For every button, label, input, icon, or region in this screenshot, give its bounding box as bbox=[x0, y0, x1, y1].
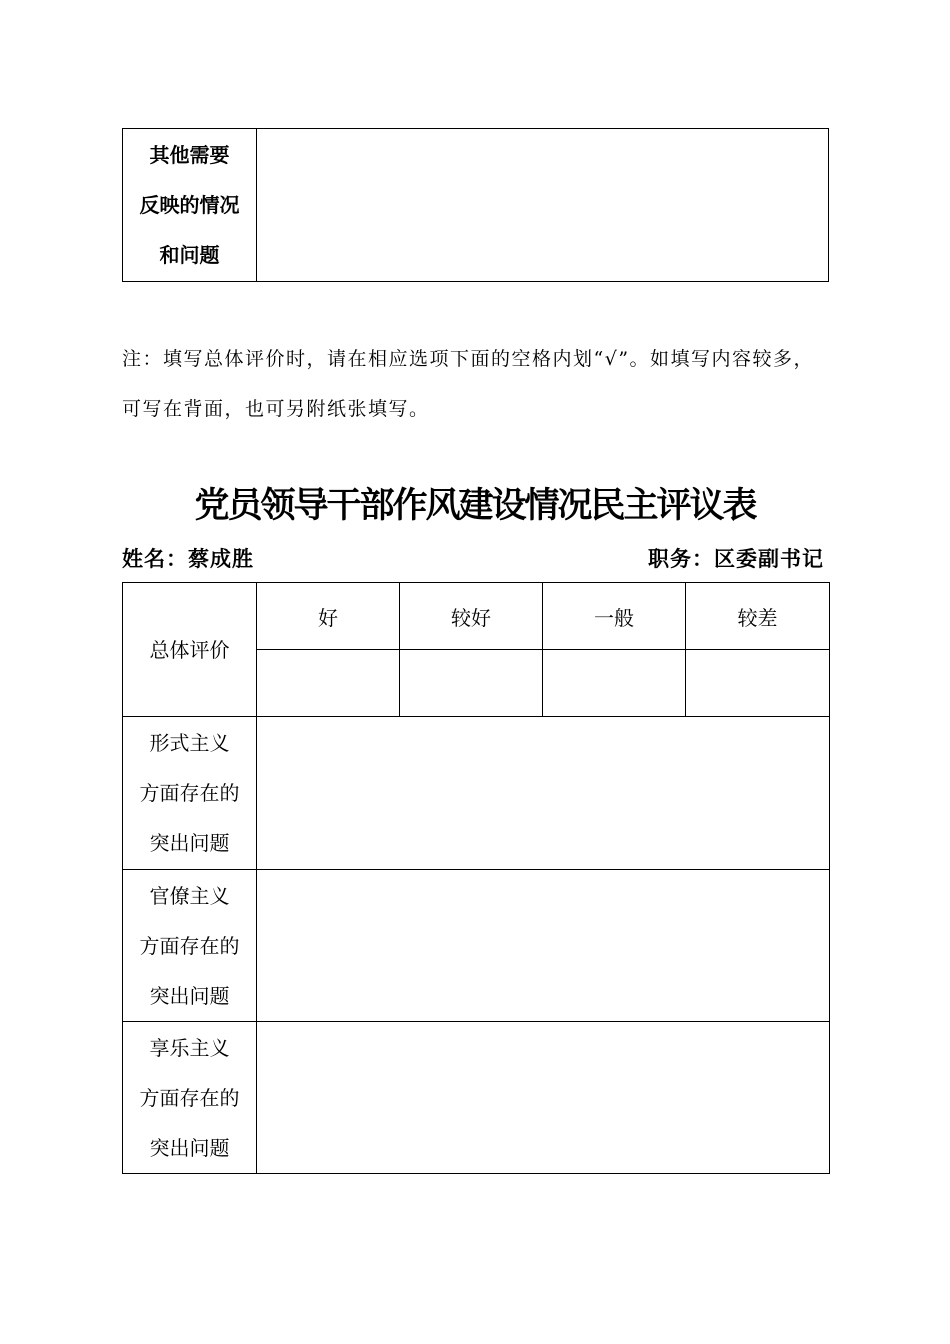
check-fairly-good-cell[interactable] bbox=[400, 650, 543, 717]
hedonism-field[interactable] bbox=[257, 1022, 830, 1174]
bureaucratism-field[interactable] bbox=[257, 870, 830, 1022]
name-line bbox=[122, 543, 254, 573]
label-line: 方面存在的 bbox=[139, 781, 240, 805]
option-fairly-good: 较好 bbox=[400, 583, 543, 650]
bureaucratism-label bbox=[123, 870, 257, 1022]
formalism-label bbox=[123, 717, 257, 870]
label-line: 突出问题 bbox=[149, 983, 230, 1008]
label-line: 突出问题 bbox=[149, 1135, 230, 1160]
label-line: 突出问题 bbox=[149, 831, 230, 855]
label-line: 形式主义 bbox=[149, 731, 230, 755]
other-issues-label bbox=[123, 129, 257, 282]
label-line: 和问题 bbox=[159, 243, 220, 267]
name-value: 蔡成胜 bbox=[188, 546, 254, 571]
check-poor-cell[interactable] bbox=[686, 650, 830, 717]
position-value: 区委副书记 bbox=[714, 546, 824, 571]
option-poor: 较差 bbox=[686, 583, 830, 650]
position-label: 职务： bbox=[648, 546, 714, 571]
label-line: 方面存在的 bbox=[139, 933, 240, 958]
option-average: 一般 bbox=[543, 583, 686, 650]
name-label: 姓名： bbox=[122, 546, 188, 571]
overall-label: 总体评价 bbox=[123, 583, 257, 717]
evaluation-table bbox=[122, 582, 830, 1174]
formalism-field[interactable] bbox=[257, 717, 830, 870]
position-line bbox=[648, 543, 824, 573]
check-average-cell[interactable] bbox=[543, 650, 686, 717]
form-title: 党员领导干部作风建设情况民主评议表 bbox=[194, 486, 756, 526]
note-text: 注：填写总体评价时，请在相应选项下面的空格内划“√”。如填写内容较多，可写在背面，也可另附纸张填写。 bbox=[122, 348, 815, 420]
hedonism-label bbox=[123, 1022, 257, 1174]
label-line: 官僚主义 bbox=[149, 883, 230, 908]
label-line: 其他需要 bbox=[149, 143, 230, 167]
label-line: 享乐主义 bbox=[149, 1035, 230, 1060]
label-line: 方面存在的 bbox=[139, 1085, 240, 1110]
label-line: 反映的情况 bbox=[139, 193, 240, 217]
other-issues-field[interactable] bbox=[257, 129, 829, 282]
option-good: 好 bbox=[257, 583, 400, 650]
check-good-cell[interactable] bbox=[257, 650, 400, 717]
other-issues-table bbox=[122, 128, 829, 282]
